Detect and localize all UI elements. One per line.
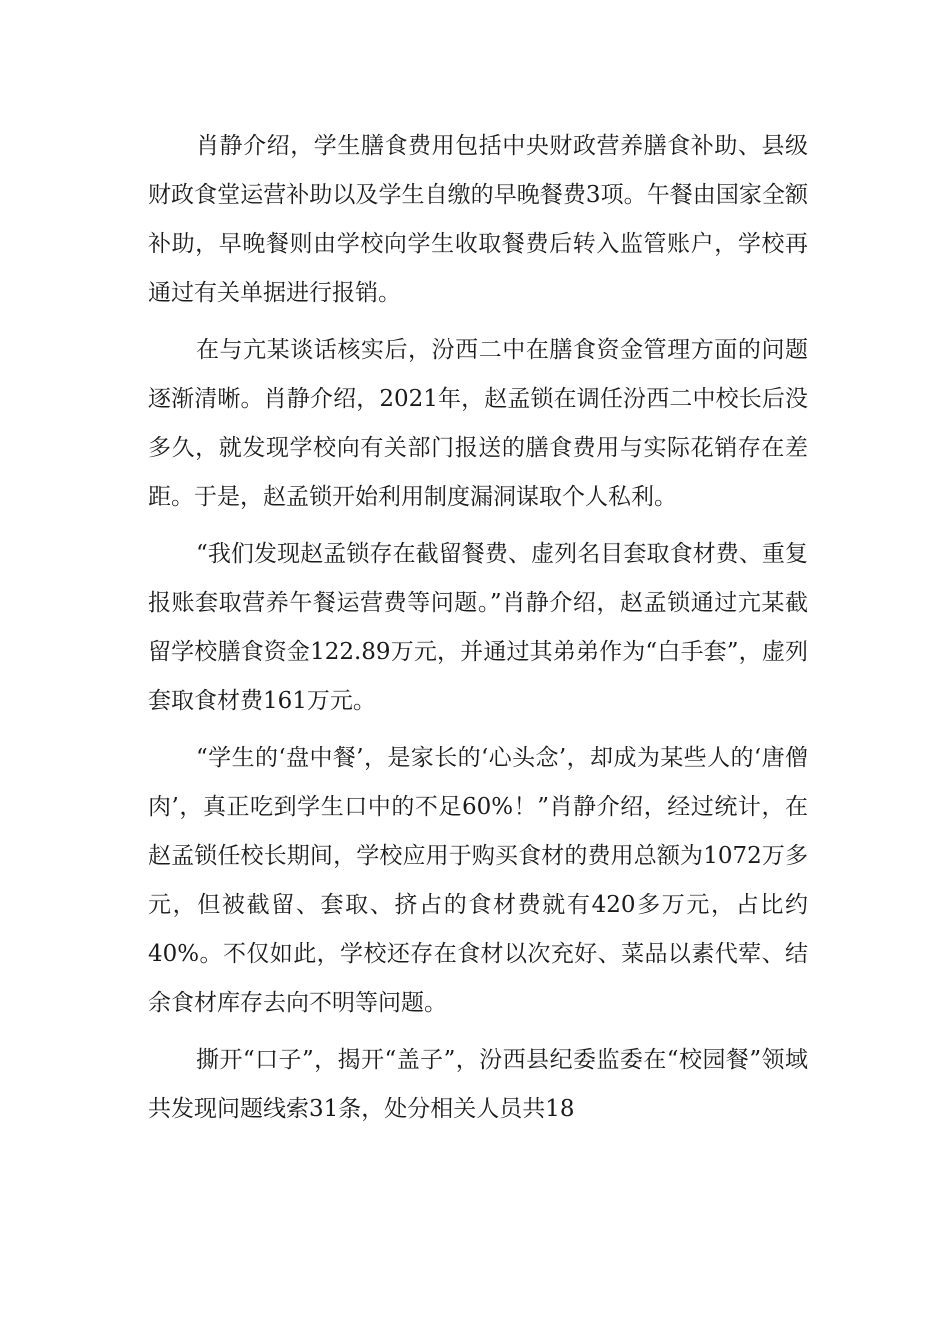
paragraph-food-cost-statistics: “学生的‘盘中餐’，是家长的‘心头念’，却成为某些人的‘唐僧肉’，真正吃到学生口中的不足60%！”肖静介绍，经过统计，在赵孟锁任校长期间，学校应用于购买食材的费用总额为1072万多元，但被截留、套取、挤占的食材费就有420多万元，占比约40%。不仅如此，学校还存在食材以次充好、菜品以素代荤、结余食材库存去向不明等问题。 xyxy=(148,745,808,1016)
paragraph-meal-fee-composition: 肖静介绍，学生膳食费用包括中央财政营养膳食补助、县级财政食堂运营补助以及学生自缴的早晚餐费3项。午餐由国家全额补助，早晚餐则由学校向学生收取餐费后转入监管账户，学校再通过有关单据进行报销。 xyxy=(148,133,808,306)
paragraph-investigation-results: 撕开“口子”，揭开“盖子”，汾西县纪委监委在“校园餐”领域共发现问题线索31条，处分相关人员共18 xyxy=(148,1047,808,1122)
paragraph-embezzlement-findings: “我们发现赵孟锁存在截留餐费、虚列名目套取食材费、重复报账套取营养午餐运营费等问题。”肖静介绍，赵孟锁通过亢某截留学校膳食资金122.89万元，并通过其弟弟作为“白手套”，虚列套取食材费161万元。 xyxy=(148,541,808,714)
document-body xyxy=(148,122,808,1142)
paragraph-fund-management-issues: 在与亢某谈话核实后，汾西二中在膳食资金管理方面的问题逐渐清晰。肖静介绍，2021年，赵孟锁在调任汾西二中校长后没多久，就发现学校向有关部门报送的膳食费用与实际花销存在差距。于是，赵孟锁开始利用制度漏洞谋取个人私利。 xyxy=(148,337,808,510)
